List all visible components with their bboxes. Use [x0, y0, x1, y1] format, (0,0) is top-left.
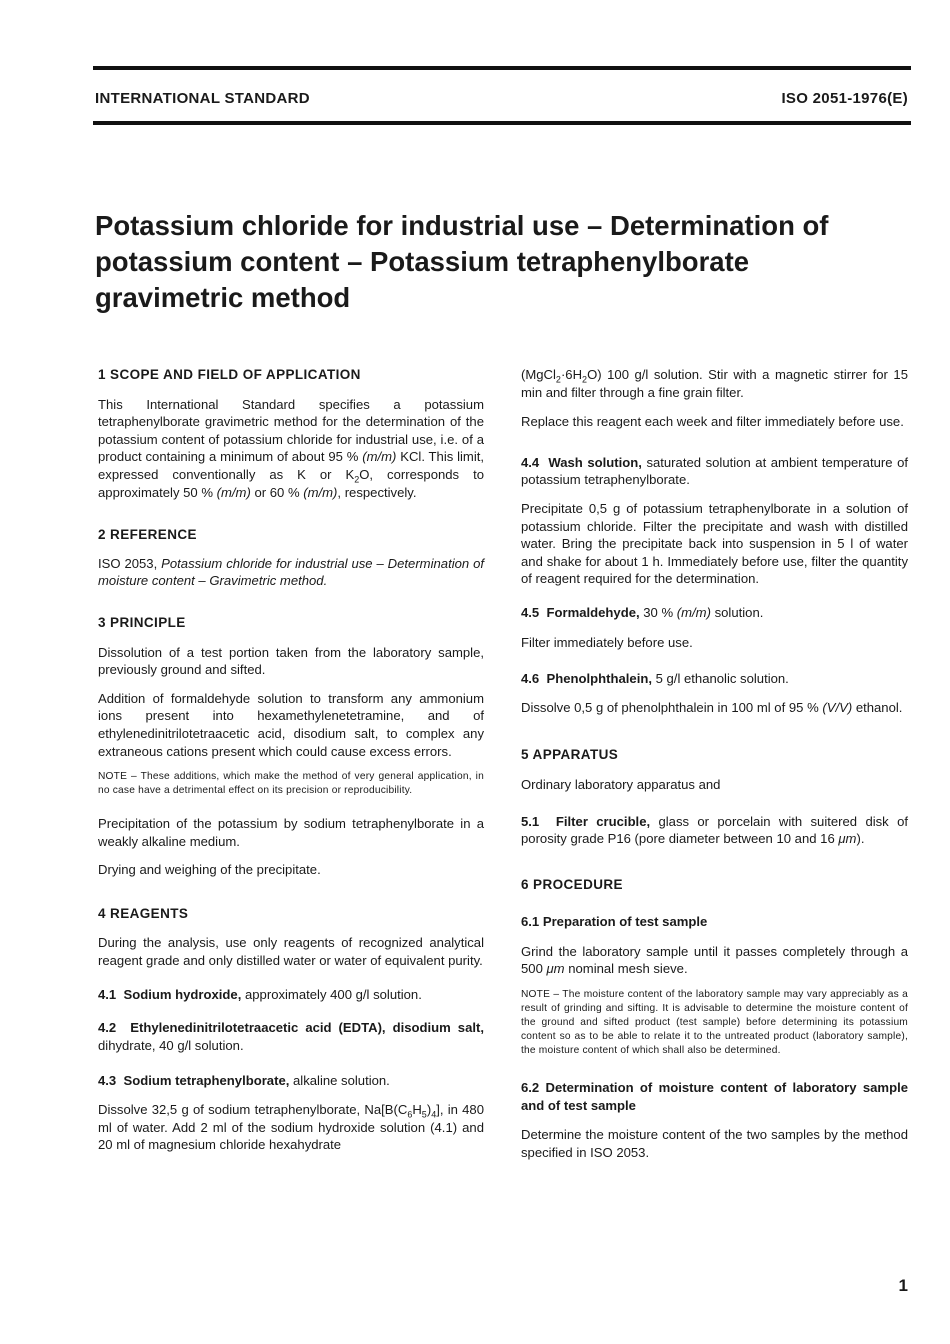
clause-6-1-paragraph: Grind the laboratory sample until it passes completely through a 500 μm nominal mesh sieve.: [521, 943, 908, 977]
section-5-heading: 5 APPARATUS: [521, 747, 619, 763]
section-3-paragraph-3: Precipitation of the potassium by sodium tetraphenylborate in a weakly alkaline medium.: [98, 816, 484, 849]
header-standard-label: INTERNATIONAL STANDARD: [95, 90, 310, 107]
left-column: [98, 366, 484, 1154]
document-title: Potassium chloride for industrial use – Determination of potassium content – Potassium tetraphenylborate gravimetric method: [95, 210, 829, 313]
header-top-rule: [93, 66, 911, 70]
clause-6-2-paragraph: Determine the moisture content of the two samples by the method specified in ISO 2053.: [521, 1127, 908, 1160]
right-column: [521, 366, 908, 1161]
clause-4-4: 4.4 Wash solution, saturated solution at ambient temperature of potassium tetraphenylborate.: [521, 454, 908, 488]
section-4-paragraph: During the analysis, use only reagents of recognized analytical reagent grade and only distilled water or water of equivalent purity.: [98, 935, 484, 969]
clause-4-4-paragraph: Precipitate 0,5 g of potassium tetraphenylborate in a solution of potassium chloride. Filter the precipitate and wash with distilled water. Bring the precipitate back into suspension in 5 l of water and shake for about 1 h. Immediately before use, filter the quantity of reagent required for the determination.: [521, 500, 908, 587]
clause-4-6-paragraph: Dissolve 0,5 g of phenolphthalein in 100 ml of 95 % (V/V) ethanol.: [521, 699, 903, 715]
section-3-paragraph-1: Dissolution of a test portion taken from the laboratory sample, previously ground and sifted.: [98, 644, 484, 678]
section-3-heading: 3 PRINCIPLE: [98, 614, 186, 630]
header-bottom-rule: [93, 121, 911, 125]
section-3-note: NOTE – These additions, which make the method of very general application, in no case have a detrimental effect on its precision or reproducibility.: [98, 771, 484, 797]
clause-6-1-note: NOTE – The moisture content of the laboratory sample may vary appreciably as a result of grinding and sifting. It is advisable to determine the moisture content of the ground and sifted product (test sample) before determining its potassium content so as to be able to relate it to the untreated product (laboratory sample), the moisture content of which shall also be determined.: [521, 989, 908, 1057]
header-document-number: ISO 2051-1976(E): [781, 90, 908, 107]
section-6-heading: 6 PROCEDURE: [521, 876, 623, 892]
clause-4-3-replace-note: Replace this reagent each week and filter immediately before use.: [521, 414, 904, 430]
section-4-heading: 4 REAGENTS: [98, 905, 189, 921]
section-3-paragraph-2: Addition of formaldehyde solution to transform any ammonium ions present into hexamethylenetetramine, and of ethylenedinitrilotetraacetic acid, disodium salt, to complex any extraneous cations present which could cause excess errors.: [98, 690, 484, 759]
section-2-paragraph: ISO 2053, Potassium chloride for industrial use – Determination of moisture content – Gravimetric method.: [98, 555, 485, 589]
clause-5-1: 5.1 Filter crucible, glass or porcelain with suitered disk of porosity grade P16 (pore diameter between 10 and 16 μm).: [521, 813, 908, 847]
clause-4-5: 4.5 Formaldehyde, 30 % (m/m) solution.: [521, 604, 764, 620]
clause-4-1: 4.1 Sodium hydroxide, approximately 400 g/l solution.: [98, 986, 422, 1002]
page-number: 1: [898, 1276, 908, 1295]
clause-6-2-heading: 6.2 Determination of moisture content of laboratory sample and of test sample: [521, 1080, 908, 1113]
clause-6-1-heading: 6.1 Preparation of test sample: [521, 914, 708, 930]
section-1-heading: 1 SCOPE AND FIELD OF APPLICATION: [98, 367, 361, 382]
clause-4-3-continued: $(MgCl_2\cdot 6H_2O)$ 100 g/l solution. Stir with a magnetic stirrer for 15 min and filter through a fine grain filter.: [521, 367, 908, 400]
section-1-paragraph: This International Standard specifies a potassium tetraphenylborate gravimetric method for the determination of the potassium content of potassium chloride for industrial use, i.e. of a product containing a minimum of about 95 % (m/m) KCl. This limit, expressed conventionally as K or $K_2O$, corresponds to approximately 50 % (m/m) or 60 % (m/m), respectively.: [98, 396, 485, 500]
clause-4-3: 4.3 Sodium tetraphenylborate, alkaline solution.: [98, 1073, 390, 1089]
section-2-heading: 2 REFERENCE: [98, 527, 197, 543]
clause-4-3-paragraph: Dissolve 32,5 g of sodium tetraphenylborate, $Na[B(C_6H_5)_4]$, in 480 ml of water. Add 2 ml of the sodium hydroxide solution (4.1) and 20 ml of magnesium chloride hexahydrate: [98, 1102, 484, 1153]
clause-4-6: 4.6 Phenolphthalein, 5 g/l ethanolic solution.: [521, 671, 789, 687]
clause-4-5-paragraph: Filter immediately before use.: [521, 634, 693, 650]
section-3-paragraph-4: Drying and weighing of the precipitate.: [98, 862, 321, 878]
section-5-paragraph: Ordinary laboratory apparatus and: [521, 776, 721, 792]
clause-4-2: 4.2 Ethylenedinitrilotetraacetic acid (EDTA), disodium salt, dihydrate, 40 g/l solution.: [98, 1020, 484, 1053]
